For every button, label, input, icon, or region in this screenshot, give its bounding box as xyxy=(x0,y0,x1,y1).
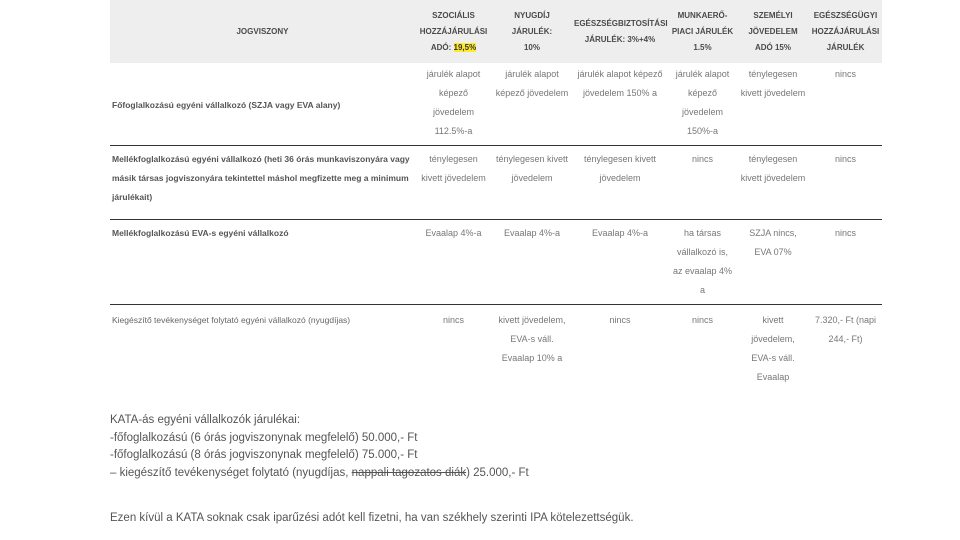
table-header-row xyxy=(110,0,882,63)
contribution-table xyxy=(110,0,882,397)
table-cell: nincs xyxy=(668,146,737,220)
table-cell: járulék alapot képező jövedelem 150%-a xyxy=(668,63,737,146)
table-cell: járulék alapot képező jövedelem 150% a xyxy=(572,63,668,146)
header-szemelyi-jovedelemado: SZEMÉLYI JÖVEDELEM ADÓ 15% xyxy=(737,0,809,63)
header-egeszsegugyi-hozzajarulas: EGÉSZSÉGÜGYI HOZZÁJÁRULÁSI JÁRULÉK xyxy=(809,0,882,63)
table-cell: Evaalap 4%-a xyxy=(572,220,668,305)
table-cell: Evaalap 4%-a xyxy=(415,220,492,305)
table-cell: nincs xyxy=(691,315,713,325)
kata-title: KATA-ás egyéni vállalkozók járulékai: xyxy=(110,414,301,426)
kata-line: – kiegészítő tevékenységet folytató (nyugdíjas, nappali tagozatos diák) 25.000,- Ft xyxy=(110,466,529,479)
row-jogviszony-label: Főfoglalkozású egyéni vállalkozó (SZJA vagy EVA alany) xyxy=(110,63,415,146)
table-row xyxy=(110,305,882,398)
struck-text: nappali tagozatos diák xyxy=(351,466,467,479)
table-cell: ténylegesen kivett jövedelem xyxy=(737,146,809,220)
table-cell: járulék alapot képező jövedelem xyxy=(492,63,572,146)
header-szocialis-hozzajarulasi-ado: SZOCIÁLIS HOZZÁJÁRULÁSI ADÓ: 19,5% xyxy=(415,0,492,63)
table-cell: nincs xyxy=(442,315,464,325)
table-cell: járulék alapot képező jövedelem 112.5%-a xyxy=(415,63,492,146)
table-cell: kivett jövedelem, EVA-s váll. Evaalap 10% a xyxy=(498,315,566,363)
table-cell: Evaalap 4%-a xyxy=(492,220,572,305)
row-jogviszony-label: Mellékfoglalkozású EVA-s egyéni vállalkozó xyxy=(110,220,415,305)
header-nyugdij-jarulek: NYUGDÍJ JÁRULÉK: 10% xyxy=(492,0,572,63)
table-cell: nincs xyxy=(809,220,882,305)
kata-line: -főfoglalkozású (8 órás jogviszonynak megfelelő) 75.000,- Ft xyxy=(110,449,418,461)
highlighted-rate: 19,5% xyxy=(453,42,477,52)
kata-line: -főfoglalkozású (6 órás jogviszonynak megfelelő) 50.000,- Ft xyxy=(110,431,418,444)
table-cell: SZJA nincs, EVA 07% xyxy=(737,220,809,305)
kata-contributions xyxy=(110,412,529,482)
table-cell: ténylegesen kivett jövedelem xyxy=(492,146,572,220)
table-cell: ha társas vállalkozó is, az evaalap 4% a xyxy=(668,220,737,305)
header-jogviszony: JOGVISZONY xyxy=(110,0,415,63)
table-cell: ténylegesen kivett jövedelem xyxy=(415,146,492,220)
ipa-note: Ezen kívül a KATA soknak csak iparűzési adót kell fizetni, ha van székhely szerinti IPA kötelezettségük. xyxy=(110,512,634,524)
table-cell: nincs xyxy=(809,146,882,220)
table-cell: 7.320,- Ft (napi 244,- Ft) xyxy=(814,315,877,344)
table-cell: nincs xyxy=(809,63,882,146)
table-cell: ténylegesen kivett jövedelem xyxy=(572,146,668,220)
header-munkaeropiaci-jarulek: MUNKAERŐ- PIACI JÁRULÉK 1.5% xyxy=(668,0,737,63)
table-row xyxy=(110,63,882,146)
table-cell: kivett jövedelem, EVA-s váll. Evaalap xyxy=(751,315,795,382)
header-egeszsegbiztositasi-jarulek: EGÉSZSÉGBIZTOSÍTÁSI JÁRULÉK: 3%+4% xyxy=(572,0,668,63)
row-jogviszony-label: Mellékfoglalkozású egyéni vállalkozó (heti 36 órás munkaviszonyára vagy másik társas jogviszonyára tekintettel máshol megfizette meg a minimum járulékait) xyxy=(110,146,415,220)
table-row xyxy=(110,220,882,305)
table-cell: ténylegesen kivett jövedelem xyxy=(737,63,809,146)
contribution-table-section xyxy=(110,0,882,397)
row-jogviszony-label: Kiegészítő tevékenységet folytató egyéni vállalkozó (nyugdíjas) xyxy=(112,315,351,325)
table-row xyxy=(110,146,882,220)
table-cell: nincs xyxy=(609,315,631,325)
